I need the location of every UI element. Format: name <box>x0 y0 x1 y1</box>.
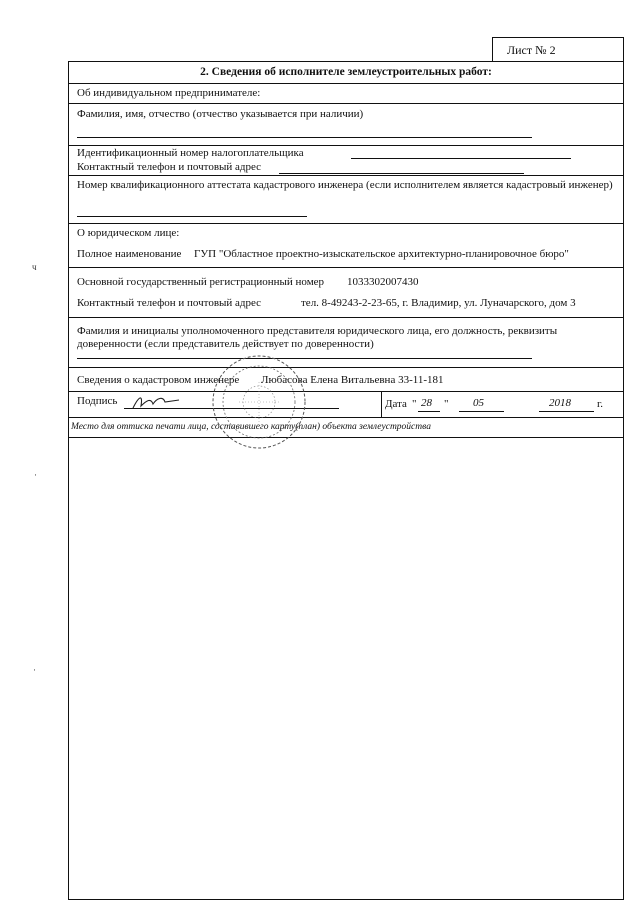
signature-divider <box>381 392 382 417</box>
stamp-note: Место для оттиска печати лица, составившего карту(план) объекта землеустройства <box>71 422 431 432</box>
date-label: Дата <box>385 398 407 410</box>
individual-fio-row <box>69 104 623 146</box>
stamp-note-row <box>69 418 623 438</box>
legal-full-name-label: Полное наименование <box>77 248 182 260</box>
date-day-line <box>418 411 440 412</box>
executor-form <box>68 61 624 900</box>
legal-contacts-label: Контактный телефон и почтовый адрес <box>77 297 262 309</box>
individual-fio-label: Фамилия, имя, отчество (отчество указывается при наличии) <box>77 108 364 120</box>
scan-speck: · <box>34 470 37 480</box>
individual-fio-field <box>77 137 532 138</box>
individual-heading: Об индивидуальном предпринимателе: <box>77 87 261 99</box>
engineer-value: Любасова Елена Витальевна 33-11-181 <box>261 374 444 386</box>
engineer-row <box>69 368 623 392</box>
date-month-line <box>459 411 504 412</box>
date-open-quote: " <box>412 398 417 410</box>
sheet-number <box>492 37 624 61</box>
engineer-label: Сведения о кадастровом инженере <box>77 374 240 386</box>
date-close-quote: " <box>444 398 449 410</box>
handwritten-signature <box>129 392 189 414</box>
legal-ogrn-row <box>69 268 623 318</box>
section-title: 2. Сведения об исполнителе землеустроительных работ: <box>200 66 492 78</box>
individual-heading-row <box>69 84 623 104</box>
individual-attestat-row <box>69 176 623 224</box>
section-title-row <box>69 62 623 84</box>
sheet-number-label: Лист № 2 <box>507 43 556 57</box>
date-year: 2018 <box>549 397 571 409</box>
legal-full-name-value: ГУП "Областное проектно-изыскательское архитектурно-планировочное бюро" <box>194 248 569 260</box>
legal-ogrn-label: Основной государственный регистрационный номер <box>77 276 325 288</box>
organization-stamp <box>209 352 309 452</box>
individual-inn-field <box>351 158 571 159</box>
individual-inn-label: Идентификационный номер налогоплательщика <box>77 147 304 159</box>
date-year-suffix: г. <box>597 398 604 410</box>
individual-attestat-field <box>77 216 307 217</box>
legal-ogrn-value: 1033302007430 <box>347 276 419 288</box>
legal-heading: О юридическом лице: <box>77 227 180 239</box>
legal-representative-label: Фамилия и инициалы уполномоченного представителя юридического лица, его должность, реквизиты доверенности (если представитель действует по доверенности) <box>77 325 558 350</box>
signature-label: Подпись <box>77 395 118 407</box>
date-year-line <box>539 411 594 412</box>
legal-name-row <box>69 224 623 268</box>
scan-speck: · <box>33 665 36 675</box>
individual-contacts-field <box>279 173 524 174</box>
date-day: 28 <box>421 397 432 409</box>
individual-attestat-label: Номер квалификационного аттестата кадастрового инженера (если исполнителем является кадастровый инженер) <box>77 179 613 191</box>
individual-contacts-label: Контактный телефон и почтовый адрес <box>77 161 262 173</box>
signature-row <box>69 392 623 418</box>
scan-speck: ч <box>32 262 37 272</box>
individual-inn-row <box>69 146 623 176</box>
legal-representative-row <box>69 318 623 368</box>
legal-contacts-value: тел. 8-49243-2-23-65, г. Владимир, ул. Луначарского, дом 3 <box>301 297 576 309</box>
date-month: 05 <box>473 397 484 409</box>
